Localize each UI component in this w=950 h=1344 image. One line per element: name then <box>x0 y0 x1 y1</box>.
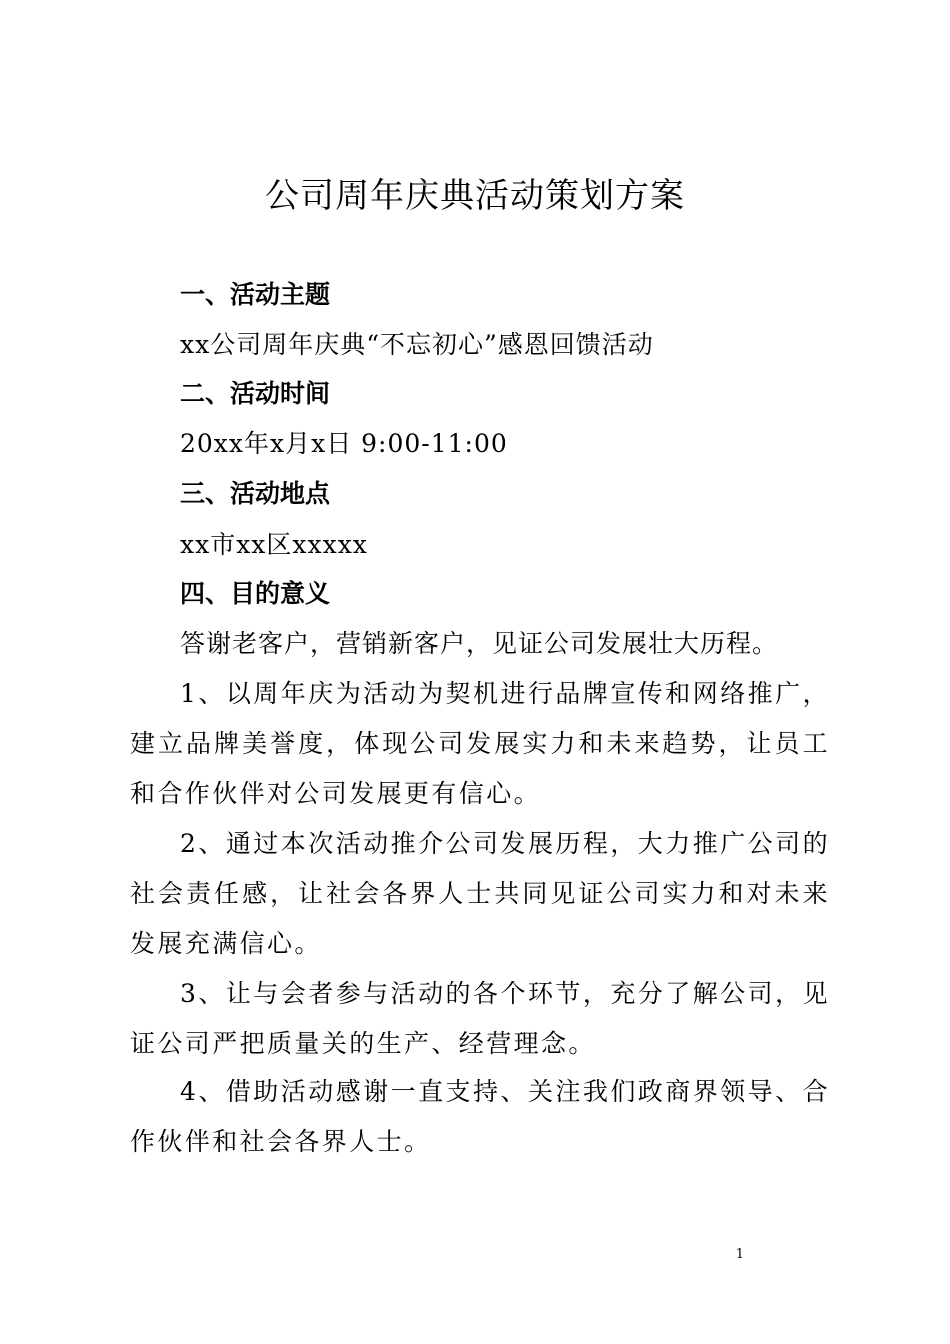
paragraph-item-3: 3、让与会者参与活动的各个环节，充分了解公司，见证公司严把质量关的生产、经营理念。 <box>130 979 830 1058</box>
section-heading-time: 二、活动时间 <box>180 379 331 408</box>
document-title: 公司周年庆典活动策划方案 <box>265 176 685 216</box>
section-heading-theme: 一、活动主题 <box>180 280 331 309</box>
page-number: 1 <box>735 1247 744 1262</box>
section-heading-purpose: 四、目的意义 <box>180 579 331 608</box>
section-content-purpose: 答谢老客户，营销新客户，见证公司发展壮大历程。 <box>180 629 779 658</box>
section-heading-location: 三、活动地点 <box>180 479 331 508</box>
paragraph-item-4: 4、借助活动感谢一直支持、关注我们政商界领导、合作伙伴和社会各界人士。 <box>130 1077 830 1156</box>
section-content-time: 20xx年x月x日 9:00-11:00 <box>180 429 508 458</box>
section-content-theme: xx公司周年庆典“不忘初心”感恩回馈活动 <box>180 330 654 359</box>
paragraph-item-2: 2、通过本次活动推介公司发展历程，大力推广公司的社会责任感，让社会各界人士共同见证公司实力和对未来发展充满信心。 <box>130 829 830 958</box>
section-content-location: xx市xx区xxxxx <box>180 530 368 559</box>
paragraph-item-1: 1、以周年庆为活动为契机进行品牌宣传和网络推广，建立品牌美誉度，体现公司发展实力和未来趋势，让员工和合作伙伴对公司发展更有信心。 <box>130 679 830 808</box>
